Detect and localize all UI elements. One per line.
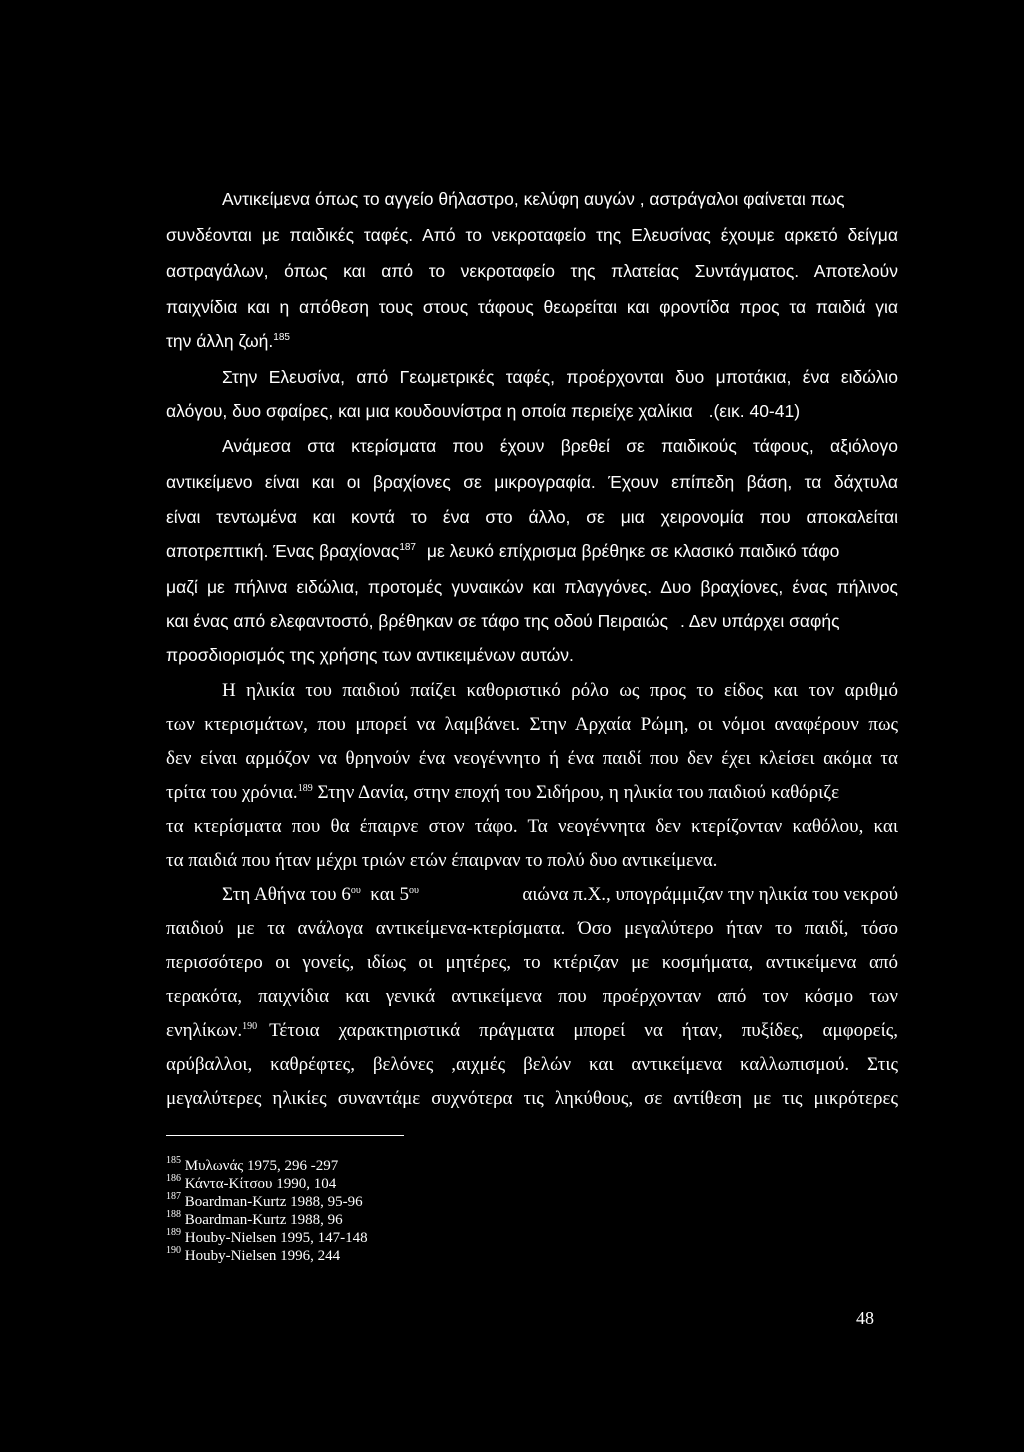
body-line: αρύβαλλοι, καθρέφτες, βελόνες ,αιχμές βελών και αντικείμενα καλλωπισμού. Στις — [166, 1054, 898, 1075]
body-text: αιώνα π.Χ., υπογράμμιζαν την ηλικία του νεκρού — [522, 884, 898, 905]
body-text: Στην Δανία, στην εποχή του Σιδήρου, η ηλικία του παιδιού καθόριζε — [317, 782, 840, 803]
footnote-ref: 189 — [297, 783, 313, 794]
body-text: αλόγου, δυο σφαίρες, και μια κουδουνίστρα η οποία περιείχε χαλίκια — [166, 401, 693, 421]
footnote — [166, 1245, 341, 1266]
footnote — [166, 1227, 368, 1248]
body-line: δεν είναι αρμόζον να θρηνούν ένα νεογέννητο ή ένα παιδί που δεν έχει κλείσει ακόμα τα — [166, 748, 898, 769]
body-line: τερακότα, παιχνίδια και γενικά αντικείμενα που προέρχονταν από τον κόσμο των — [166, 986, 898, 1007]
body-line — [222, 883, 898, 910]
footnote-text: Boardman-Kurtz 1988, 95-96 — [184, 1194, 363, 1210]
body-line: αστραγάλων, όπως και από το νεκροταφείο της πλατείας Συντάγματος. Αποτελούν — [166, 261, 898, 281]
footnote-ref: 190 — [242, 1021, 258, 1032]
body-line — [166, 399, 898, 423]
body-line: των κτερισμάτων, που μπορεί να λαμβάνει. Στην Αρχαία Ρώμη, οι νόμοι αναφέρουν πως — [166, 714, 898, 735]
footnote-number: 187 — [166, 1191, 181, 1202]
footnote-text: Μυλωνάς 1975, 296 -297 — [184, 1158, 339, 1174]
body-line: τα κτερίσματα που θα έπαιρνε στον τάφο. Τα νεογέννητα δεν κτερίζονταν καθόλου, και — [166, 816, 898, 837]
footnote-number: 186 — [166, 1173, 181, 1184]
body-line: συνδέονται με παιδικές ταφές. Από το νεκροταφείο της Ελευσίνας έχουμε αρκετό δείγμα — [166, 225, 898, 245]
body-line — [166, 781, 898, 808]
body-line: Ανάμεσα στα κτερίσματα που έχουν βρεθεί σε παιδικούς τάφους, αξιόλογο — [222, 436, 898, 456]
footnote-number: 188 — [166, 1209, 181, 1220]
body-line: παιχνίδια και η απόθεση τους στους τάφους θεωρείται και φροντίδα προς τα παιδιά για — [166, 297, 898, 317]
footnote-separator — [166, 1135, 404, 1136]
body-text: τρίτα του χρόνια. — [166, 782, 298, 803]
body-line — [166, 539, 898, 567]
body-line: μαζί με πήλινα ειδώλια, προτομές γυναικών και πλαγγόνες. Δυο βραχίονες, ένας πήλινος — [166, 577, 898, 597]
body-line: Στην Ελευσίνα, από Γεωμετρικές ταφές, προέρχονται δυο μποτάκια, ένα ειδώλιο — [222, 367, 898, 387]
body-line: Αντικείμενα όπως το αγγείο θήλαστρο, κελύφη αυγών , αστράγαλοι φαίνεται πως — [222, 189, 845, 209]
footnote-number: 189 — [166, 1227, 181, 1238]
footnote-number: 185 — [166, 1155, 181, 1166]
body-text: .(εικ. 40-41) — [708, 401, 801, 421]
footnote-ref: 185 — [273, 332, 290, 343]
superscript: ου — [409, 885, 419, 896]
superscript: ου — [350, 885, 361, 896]
body-text: . Δεν υπάρχει σαφής — [680, 611, 840, 631]
body-line: παιδιού με τα ανάλογα αντικείμενα-κτερίσματα. Όσο μεγαλύτερο ήταν το παιδί, τόσο — [166, 918, 898, 939]
footnote-text: Boardman-Kurtz 1988, 96 — [184, 1212, 343, 1228]
footnote-ref: 187 — [399, 542, 416, 553]
body-text: Τέτοια χαρακτηριστικά πράγματα μπορεί να ήταν, πυξίδες, αμφορείς, — [269, 1020, 898, 1041]
body-text: και 5 — [370, 884, 410, 905]
body-line: είναι τεντωμένα και κοντά το ένα στο άλλο, σε μια χειρονομία που αποκαλείται — [166, 507, 898, 527]
body-text: Στη Αθήνα του 6 — [222, 884, 351, 905]
footnote — [166, 1155, 339, 1176]
body-line: Η ηλικία του παιδιού παίζει καθοριστικό ρόλο ως προς το είδος και τον αριθμό — [222, 680, 898, 701]
body-line: αντικείμενο είναι και οι βραχίονες σε μικρογραφία. Έχουν επίπεδη βάση, τα δάχτυλα — [166, 472, 898, 492]
body-line — [166, 609, 898, 633]
body-line: μεγαλύτερες ηλικίες συναντάμε συχνότερα τις ληκύθους, σε αντίθεση με τις μικρότερες — [166, 1088, 898, 1109]
body-text: με λευκό επίχρισμα βρέθηκε σε κλασικό παιδικό τάφο — [426, 541, 840, 561]
body-line: προσδιορισμός της χρήσης των αντικειμένων αυτών. — [166, 645, 574, 665]
body-line: τα παιδιά που ήταν μέχρι τριών ετών έπαιρναν το πολύ δυο αντικείμενα. — [166, 850, 718, 871]
footnote — [166, 1209, 343, 1230]
body-text: ενηλίκων. — [166, 1020, 243, 1041]
body-text: και ένας από ελεφαντοστό, βρέθηκαν σε τάφο της οδού Πειραιώς — [166, 611, 668, 631]
footnote — [166, 1173, 337, 1194]
page-number: 48 — [856, 1308, 874, 1328]
body-line: περισσότερο οι γονείς, ιδίως οι μητέρες, το κτέριζαν με κοσμήματα, αντικείμενα από — [166, 952, 898, 973]
body-line — [166, 329, 898, 357]
footnote-text: Houby-Nielsen 1995, 147-148 — [184, 1230, 368, 1246]
body-text: αποτρεπτική. Ένας βραχίονας — [166, 541, 400, 561]
body-line — [166, 1019, 898, 1046]
footnote-number: 190 — [166, 1245, 181, 1256]
footnote-text: Houby-Nielsen 1996, 244 — [184, 1248, 341, 1264]
footnote-text: Κάντα-Κίτσου 1990, 104 — [184, 1176, 337, 1192]
footnote — [166, 1191, 363, 1212]
body-text: την άλλη ζωή. — [166, 331, 274, 351]
